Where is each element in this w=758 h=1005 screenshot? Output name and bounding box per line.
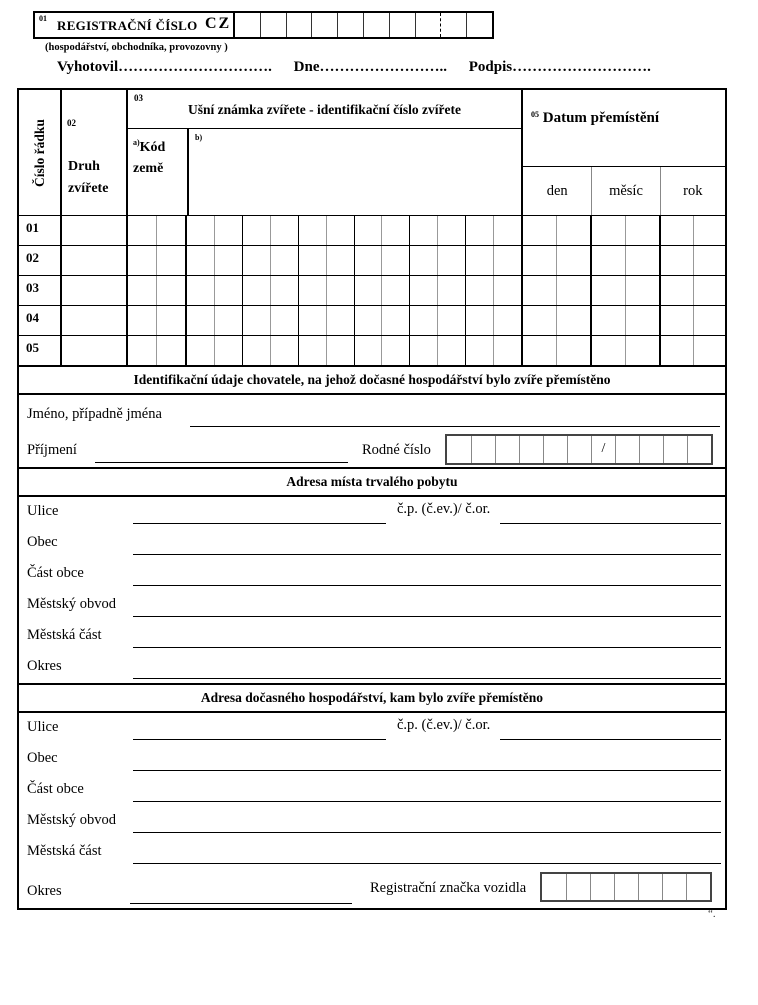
table-row [19,245,725,275]
animal-id-digit-cell[interactable] [354,246,382,275]
birth-number-digit-cell[interactable] [519,436,543,463]
prepared-line [57,59,669,76]
registration-digit-cell[interactable] [440,13,466,37]
animal-id-digit-cell[interactable] [326,336,354,365]
date-digit-cell[interactable] [661,276,693,305]
species-cell[interactable] [60,216,126,245]
row-number-cell: 01 [26,220,39,235]
date-den-cells [521,246,590,275]
animal-id-digit-cell[interactable] [298,246,326,275]
column-group-movement-date [521,90,725,215]
surname-input-line[interactable] [95,462,348,463]
country-code-cells [126,246,187,275]
animal-id-digit-cell[interactable] [437,216,465,245]
birth-number-digit-cell[interactable] [663,436,687,463]
table-row [19,305,725,335]
date-digit-cell[interactable] [592,306,625,335]
registration-number-subtitle: (hospodářství, obchodníka, provozovny ) [45,42,228,53]
date-digit-cell[interactable] [556,216,590,245]
street-input-line[interactable] [133,739,386,740]
registration-digit-cell[interactable] [389,13,415,37]
animal-id-digit-cell[interactable] [214,246,242,275]
row-number-cell: 03 [26,280,39,295]
country-code-cells [126,336,187,365]
city-part-row-temporary [19,775,725,806]
registration-number-box [33,11,494,39]
registration-digit-cell[interactable] [286,13,312,37]
surname-row [19,431,725,467]
table-header [19,90,725,215]
vehicle-plate-digit-cell[interactable] [614,874,638,900]
footnote-a: a) [133,138,140,147]
city-part-label: Část obce [27,565,84,581]
house-number-input-line[interactable] [500,523,721,524]
footnote-b: b) [195,133,203,142]
animal-id-digit-cell[interactable] [354,216,382,245]
animal-id-digit-cell[interactable] [242,276,270,305]
date-den-cells [521,306,590,335]
animal-id-digit-cell[interactable] [465,246,493,275]
country-code-cells [126,276,187,305]
animal-id-digit-cell[interactable] [242,246,270,275]
prepared-by-label: Vyhotovil…………………………. [57,59,272,75]
borough-input-line[interactable] [133,616,721,617]
registration-digit-cell[interactable] [466,13,492,37]
animal-id-digit-cell[interactable] [493,336,521,365]
county-label: Okres [27,883,62,899]
permanent-address-title: Adresa místa trvalého pobytu [19,467,725,497]
date-digit-cell[interactable] [523,246,556,275]
animal-id-digit-cell[interactable] [465,336,493,365]
animal-id-digit-cell[interactable] [493,246,521,275]
first-name-label: Jméno, případně jména [27,406,162,422]
borough-input-line[interactable] [133,832,721,833]
animal-id-digit-cell[interactable] [298,276,326,305]
date-digit-cell[interactable] [523,216,556,245]
animal-id-digit-cell[interactable] [409,306,437,335]
city-part-input-line[interactable] [133,585,721,586]
vehicle-plate-label: Registrační značka vozidla [370,880,527,896]
birth-number-digit-cell[interactable] [543,436,567,463]
column-animal-id [189,129,521,215]
column-year: rok [660,167,725,215]
street-row-permanent [19,497,725,528]
movement-date-header [523,90,725,167]
animal-id-digit-cell[interactable] [187,336,214,365]
date-digit-cell[interactable] [625,306,659,335]
city-district-label: Městská část [27,843,102,859]
street-label: Ulice [27,503,59,519]
birth-number-label: Rodné číslo [362,442,431,458]
animal-id-digit-cell[interactable] [326,216,354,245]
date-digit-cell[interactable] [556,246,590,275]
ear-tag-subheader [128,129,521,215]
animal-id-digit-cell[interactable] [270,306,298,335]
animal-id-cells [187,306,521,335]
table-row [19,335,725,365]
animal-id-digit-cell[interactable] [354,306,382,335]
animal-id-digit-cell[interactable] [437,306,465,335]
date-mesic-cells [590,276,659,305]
animal-movement-table [17,88,727,910]
animal-id-digit-cell[interactable] [437,276,465,305]
date-digit-cell[interactable] [693,216,726,245]
species-cell[interactable] [60,306,126,335]
street-label: Ulice [27,719,59,735]
animal-id-digit-cell[interactable] [354,336,382,365]
vehicle-plate-digit-cell[interactable] [566,874,590,900]
animal-id-digit-cell[interactable] [409,216,437,245]
animal-id-cells [187,336,521,365]
row-number-column-label: Číslo řádku [31,118,47,187]
country-code-digit-cell[interactable] [128,336,156,365]
vehicle-plate-digit-cell[interactable] [662,874,686,900]
house-number-label: č.p. (č.ev.)/ č.or. [397,717,491,733]
date-rok-cells [659,246,725,275]
date-den-cells [521,276,590,305]
birth-number-digit-cell[interactable] [447,436,471,463]
city-part-row-permanent [19,559,725,590]
table-row [19,215,725,245]
city-label: Obec [27,750,58,766]
date-mesic-cells [590,216,659,245]
row-number-cell: 05 [26,340,39,355]
country-code-digit-cell[interactable] [128,246,156,275]
animal-id-digit-cell[interactable] [381,306,409,335]
vehicle-plate-digit-cell[interactable] [590,874,614,900]
date-digit-cell[interactable] [625,246,659,275]
animal-id-digit-cell[interactable] [270,246,298,275]
registration-number-cells[interactable] [233,13,492,37]
animal-id-digit-cell[interactable] [465,216,493,245]
street-input-line[interactable] [133,523,386,524]
date-digit-cell[interactable] [661,306,693,335]
birth-number-cells[interactable] [445,434,713,465]
date-digit-cell[interactable] [625,336,659,365]
footer-quote-mark: “. [708,908,716,920]
row-number-cell: 04 [26,310,39,325]
city-district-input-line[interactable] [133,863,721,864]
animal-id-digit-cell[interactable] [493,276,521,305]
column-day: den [546,182,568,199]
animal-id-digit-cell[interactable] [242,216,270,245]
animal-id-digit-cell[interactable] [381,216,409,245]
animal-id-digit-cell[interactable] [214,336,242,365]
animal-id-digit-cell[interactable] [326,276,354,305]
registration-number-label: REGISTRAČNÍ ČÍSLO [57,18,198,33]
animal-id-digit-cell[interactable] [298,216,326,245]
country-code-digit-cell[interactable] [156,276,185,305]
birth-number-digit-cell[interactable] [495,436,519,463]
date-digit-cell[interactable] [523,336,556,365]
animal-id-digit-cell[interactable] [270,336,298,365]
registration-digit-cell[interactable] [363,13,389,37]
date-digit-cell[interactable] [661,336,693,365]
column-species [60,90,126,215]
country-code-digit-cell[interactable] [156,336,185,365]
date-den-cells [521,336,590,365]
city-input-line[interactable] [133,770,721,771]
date-rok-cells [659,336,725,365]
ear-tag-header [128,90,521,129]
date-mesic-cells [590,246,659,275]
field-number-05: 05 [531,110,539,119]
borough-row-temporary [19,806,725,837]
country-code-digit-cell[interactable] [156,306,185,335]
city-input-line[interactable] [133,554,721,555]
registration-digit-cell[interactable] [311,13,337,37]
temporary-address-title: Adresa dočasného hospodářství, kam bylo zvíře přemístěno [19,683,725,713]
date-digit-cell[interactable] [556,276,590,305]
date-digit-cell[interactable] [625,216,659,245]
country-code-label: Kód země [133,140,166,176]
animal-id-digit-cell[interactable] [242,306,270,335]
date-digit-cell[interactable] [523,306,556,335]
vehicle-plate-digit-cell[interactable] [638,874,662,900]
date-digit-cell[interactable] [592,216,625,245]
city-row-permanent [19,528,725,559]
animal-id-digit-cell[interactable] [465,276,493,305]
animal-id-digit-cell[interactable] [409,276,437,305]
date-digit-cell[interactable] [592,276,625,305]
county-input-line[interactable] [133,678,721,679]
ear-tag-title: Ušní známka zvířete - identifikační číslo zvířete [188,102,461,117]
animal-id-digit-cell[interactable] [326,306,354,335]
animal-id-digit-cell[interactable] [214,216,242,245]
field-number-03: 03 [134,93,143,103]
date-mesic-cells [590,306,659,335]
date-digit-cell[interactable] [592,336,625,365]
animal-id-digit-cell[interactable] [298,306,326,335]
date-rok-cells [659,276,725,305]
country-code-cells [126,306,187,335]
vehicle-plate-digit-cell[interactable] [686,874,710,900]
animal-id-cells [187,216,521,245]
animal-id-digit-cell[interactable] [214,306,242,335]
column-month: měsíc [591,167,659,215]
date-digit-cell[interactable] [625,276,659,305]
city-district-row-permanent [19,621,725,652]
registration-digit-cell[interactable] [260,13,286,37]
signature-label: Podpis………………………. [468,59,651,75]
species-cell[interactable] [60,276,126,305]
animal-id-digit-cell[interactable] [187,246,214,275]
city-part-input-line[interactable] [133,801,721,802]
registration-digit-cell[interactable] [415,13,441,37]
date-rok-cells [659,306,725,335]
species-column-label: Druh zvířete [68,159,109,196]
city-row-temporary [19,744,725,775]
animal-id-digit-cell[interactable] [187,306,214,335]
animal-id-digit-cell[interactable] [326,246,354,275]
date-digit-cell[interactable] [693,246,726,275]
animal-id-digit-cell[interactable] [493,216,521,245]
surname-label: Příjmení [27,442,77,458]
house-number-label: č.p. (č.ev.)/ č.or. [397,501,491,517]
row-number-cell: 02 [26,250,39,265]
date-digit-cell[interactable] [556,306,590,335]
animal-id-digit-cell[interactable] [493,306,521,335]
registration-digit-cell[interactable] [235,13,260,37]
date-rok-cells [659,216,725,245]
first-name-row [19,395,725,431]
borough-label: Městský obvod [27,812,117,828]
county-label: Okres [27,658,62,674]
date-digit-cell[interactable] [661,246,693,275]
country-code-digit-cell[interactable] [156,246,185,275]
animal-id-digit-cell[interactable] [437,246,465,275]
animal-id-digit-cell[interactable] [242,336,270,365]
date-digit-cell[interactable] [523,276,556,305]
birth-number-digit-cell[interactable] [615,436,639,463]
borough-row-permanent [19,590,725,621]
column-row-number [19,90,60,215]
date-digit-cell[interactable] [592,246,625,275]
animal-id-digit-cell[interactable] [187,276,214,305]
animal-id-digit-cell[interactable] [298,336,326,365]
date-digit-cell[interactable] [693,336,726,365]
animal-id-cells [187,246,521,275]
birth-number-digit-cell[interactable] [639,436,663,463]
animal-id-digit-cell[interactable] [270,276,298,305]
owner-section-title: Identifikační údaje chovatele, na jehož dočasné hospodářství bylo zvíře přemístěno [19,365,725,395]
country-code-digit-cell[interactable] [128,216,156,245]
table-row [19,275,725,305]
date-label: Dne…………………….. [293,59,447,75]
country-prefix: CZ [205,15,232,32]
field-number-01: 01 [39,14,47,23]
column-group-ear-tag [126,90,521,215]
animal-id-digit-cell[interactable] [465,306,493,335]
animal-id-digit-cell[interactable] [409,336,437,365]
field-number-02: 02 [67,118,76,128]
animal-id-digit-cell[interactable] [409,246,437,275]
birth-number-digit-cell[interactable] [471,436,495,463]
city-district-row-temporary [19,837,725,868]
registration-digit-cell[interactable] [337,13,363,37]
county-row-temporary [19,868,725,908]
birth-number-digit-cell[interactable] [567,436,591,463]
birth-number-digit-cell[interactable] [687,436,711,463]
vehicle-plate-digit-cell[interactable] [542,874,566,900]
country-code-cells [126,216,187,245]
county-input-line[interactable] [130,903,352,904]
country-code-digit-cell[interactable] [128,276,156,305]
animal-id-digit-cell[interactable] [214,276,242,305]
country-code-digit-cell[interactable] [128,306,156,335]
city-district-input-line[interactable] [133,647,721,648]
animal-id-digit-cell[interactable] [270,216,298,245]
animal-id-cells [187,276,521,305]
city-district-label: Městská část [27,627,102,643]
city-label: Obec [27,534,58,550]
species-cell[interactable] [60,246,126,275]
county-row-permanent [19,652,725,683]
animal-id-digit-cell[interactable] [381,276,409,305]
animal-id-digit-cell[interactable] [187,216,214,245]
animal-id-digit-cell[interactable] [381,246,409,275]
date-digit-cell[interactable] [693,306,726,335]
house-number-input-line[interactable] [500,739,721,740]
species-cell[interactable] [60,336,126,365]
date-digit-cell[interactable] [661,216,693,245]
animal-id-digit-cell[interactable] [437,336,465,365]
country-code-digit-cell[interactable] [156,216,185,245]
date-subheader [523,167,725,215]
movement-date-title: Datum přemístění [542,110,659,126]
street-row-temporary [19,713,725,744]
city-part-label: Část obce [27,781,84,797]
column-country-code [128,129,189,215]
date-den-cells [521,216,590,245]
first-name-input-line[interactable] [190,426,720,427]
table-body [19,215,725,365]
date-digit-cell[interactable] [693,276,726,305]
date-digit-cell[interactable] [556,336,590,365]
vehicle-plate-cells[interactable] [540,872,712,902]
birth-number-separator-cell[interactable]: / [591,436,615,463]
animal-id-digit-cell[interactable] [381,336,409,365]
date-mesic-cells [590,336,659,365]
borough-label: Městský obvod [27,596,117,612]
animal-id-digit-cell[interactable] [354,276,382,305]
